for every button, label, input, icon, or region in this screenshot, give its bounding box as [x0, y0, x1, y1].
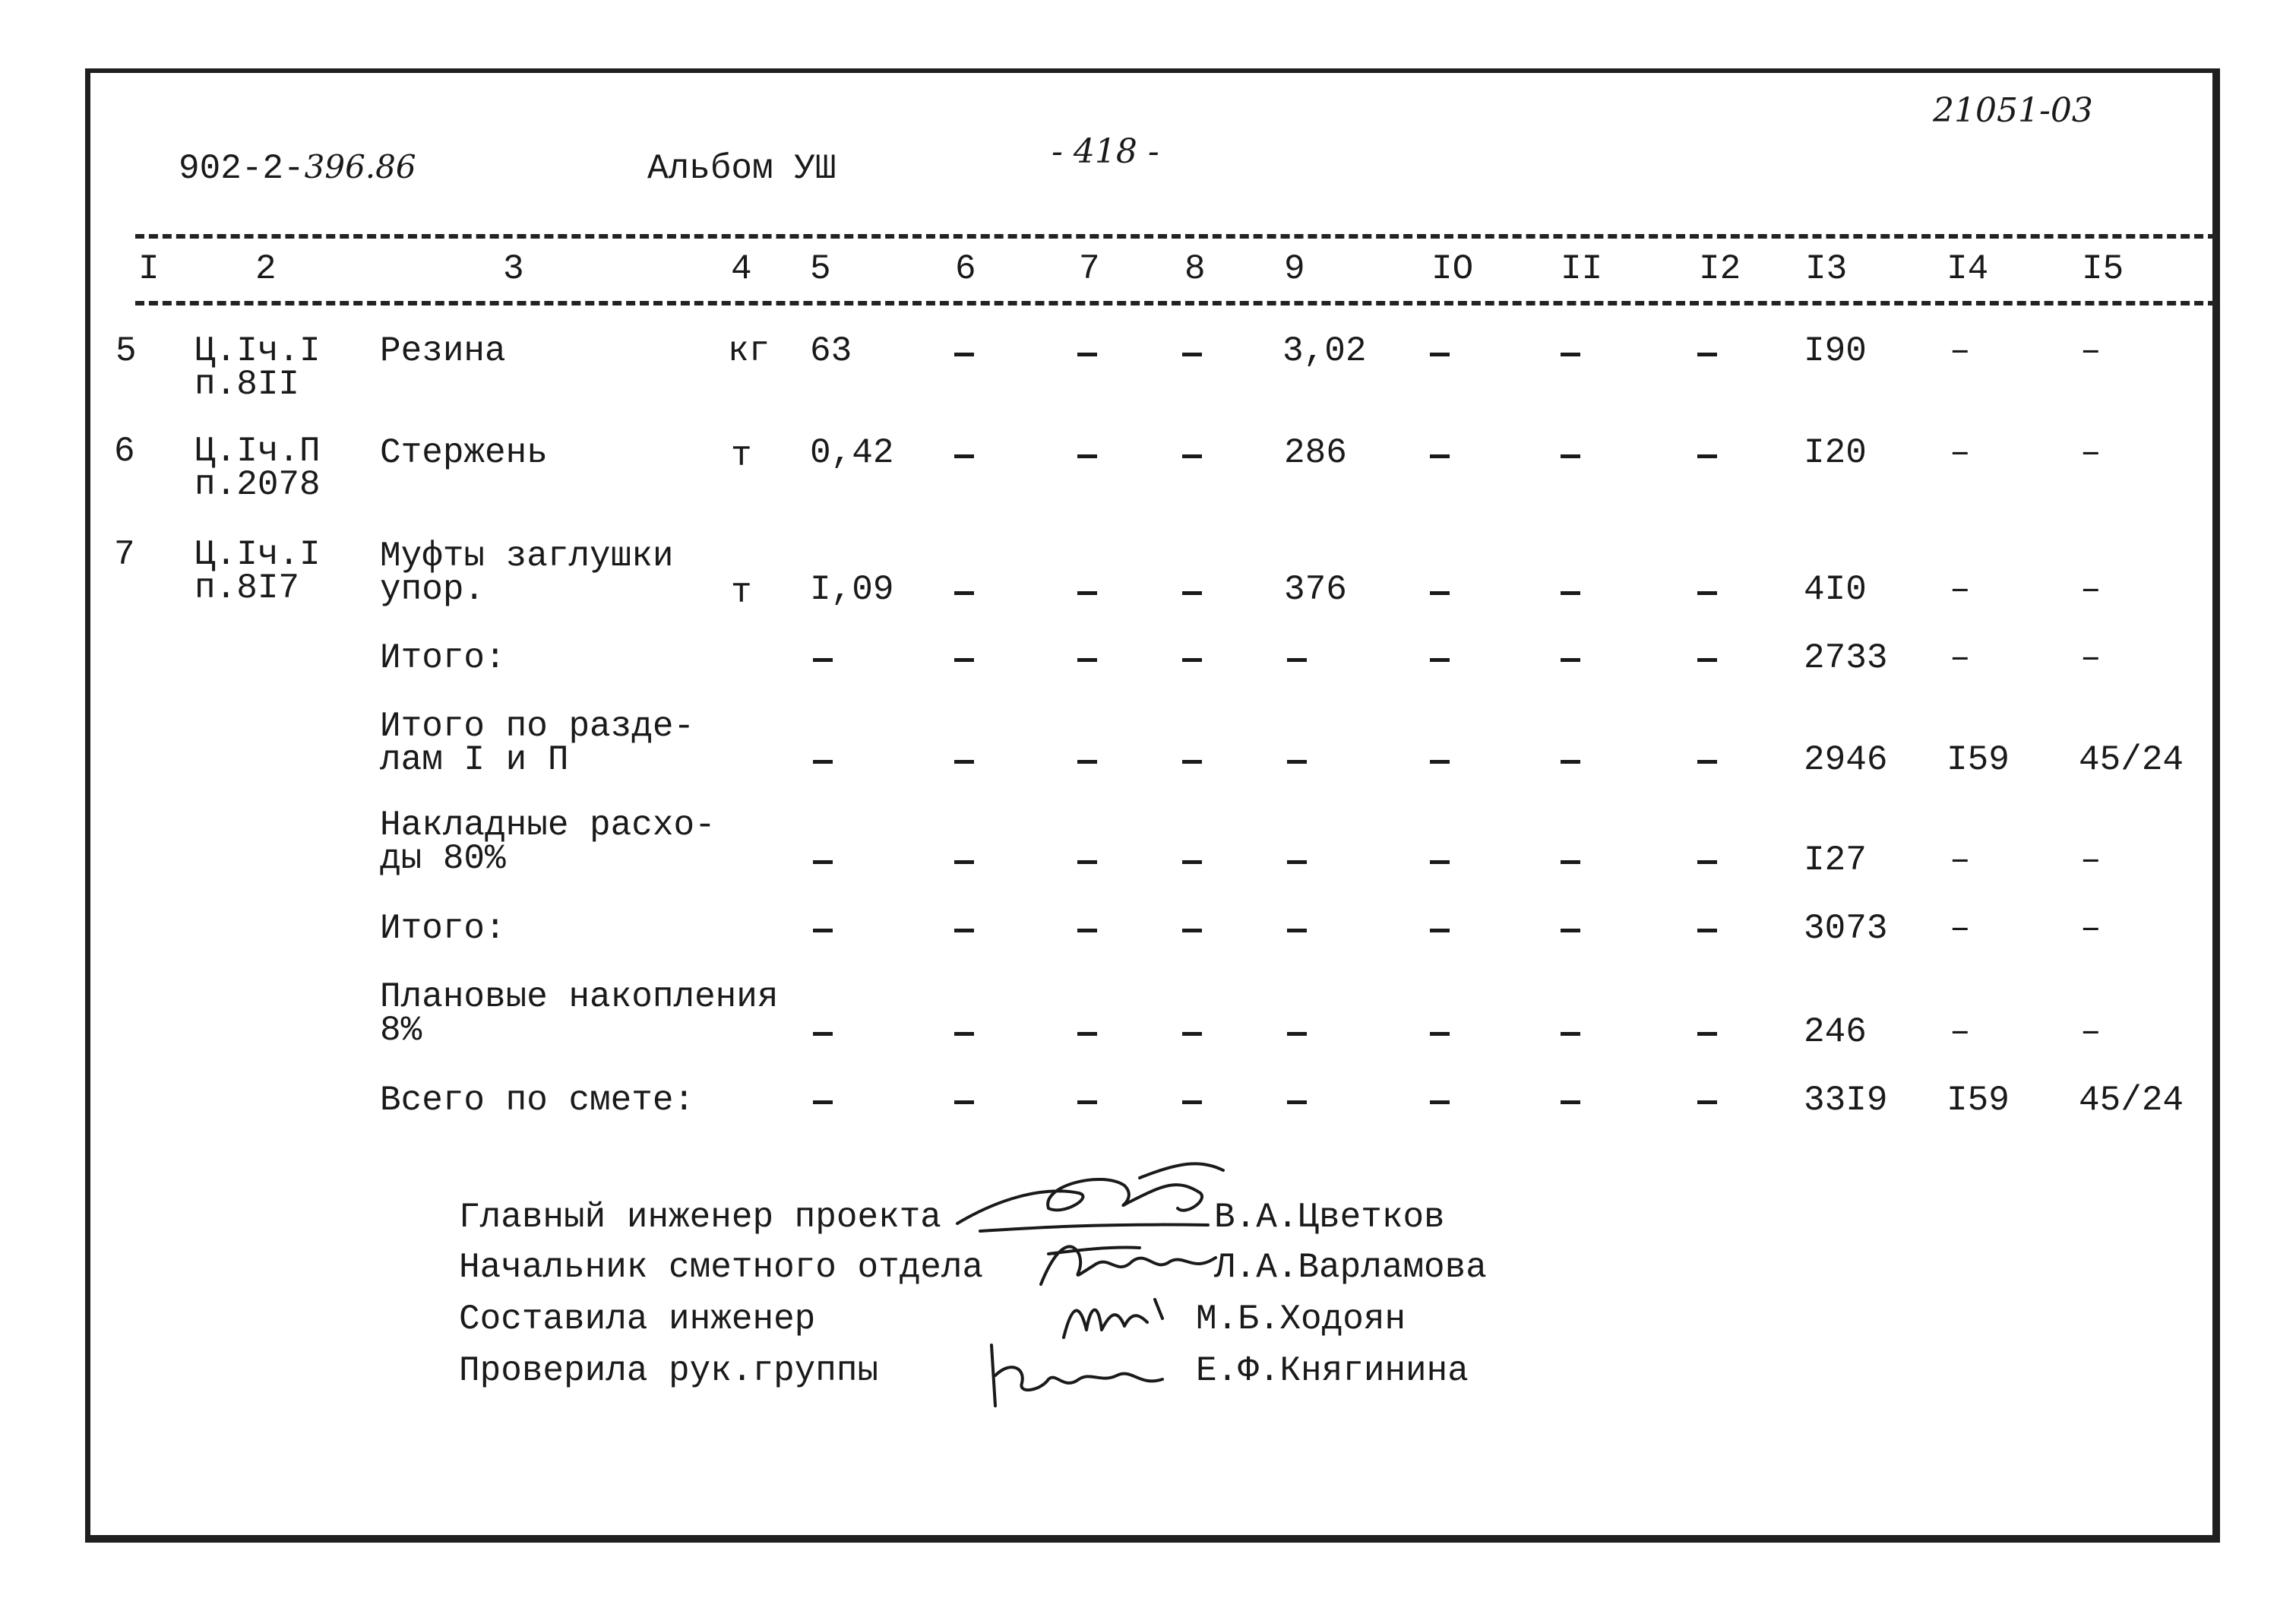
row-col13: I90	[1804, 331, 1867, 371]
grand-total-label: Всего по смете:	[380, 1081, 695, 1120]
row-number: 7	[114, 535, 135, 575]
total-label: Итого:	[380, 638, 506, 678]
total-label: Накладные расхо-	[380, 806, 716, 845]
grand-total-col13: 33I9	[1804, 1081, 1888, 1120]
row-unit: т	[731, 573, 752, 612]
row-ref: Ц.Iч.П	[194, 432, 321, 471]
row-quantity: 63	[810, 331, 852, 371]
signature-name: Е.Ф.Княгинина	[1196, 1351, 1469, 1391]
signature-role: Проверила рук.группы	[459, 1351, 879, 1391]
archive-number: 21051-03	[1933, 91, 2093, 130]
row-col9: 286	[1284, 433, 1347, 473]
row-number: 5	[115, 331, 137, 371]
total-col15: –	[2080, 638, 2102, 678]
page-number: - 418 -	[1052, 132, 1159, 171]
total-col14: I59	[1947, 740, 2010, 780]
grand-total-col15: 45/24	[2079, 1081, 2184, 1120]
total-label: Итого по разде-	[380, 707, 695, 746]
signature-name: М.Б.Ходоян	[1196, 1299, 1406, 1339]
row-unit: т	[731, 436, 752, 476]
total-col14: –	[1950, 840, 1971, 880]
row-unit: кг	[728, 331, 770, 371]
header-rule-bottom	[135, 301, 2217, 305]
row-col13: I20	[1804, 433, 1867, 473]
total-col14: –	[1950, 638, 1971, 678]
row-quantity: 0,42	[810, 433, 894, 473]
signature-scribble-4	[980, 1337, 1178, 1413]
row-col14: –	[1950, 331, 1971, 371]
row-name: Стержень	[380, 433, 548, 473]
row-ref: п.8I7	[194, 568, 300, 608]
row-col13: 4I0	[1804, 570, 1867, 609]
row-ref: Ц.Iч.I	[194, 535, 321, 575]
row-col9: 3,02	[1282, 331, 1367, 371]
signature-role: Составила инженер	[459, 1299, 816, 1339]
total-label: Плановые накопления	[380, 977, 779, 1017]
signature-role: Главный инженер проекта	[459, 1198, 941, 1237]
total-col13: 246	[1804, 1012, 1867, 1052]
total-col15: 45/24	[2079, 740, 2184, 780]
row-col15: –	[2080, 570, 2102, 609]
signature-name: Л.А.Варламова	[1214, 1248, 1487, 1287]
row-ref: Ц.Iч.I	[194, 331, 321, 371]
total-label: Итого:	[380, 909, 506, 948]
col-header-14: I4	[1947, 249, 1989, 289]
row-col15: –	[2080, 331, 2102, 371]
total-col13: I27	[1804, 840, 1867, 880]
total-col15: –	[2080, 840, 2102, 880]
row-quantity: I,09	[810, 570, 894, 609]
row-ref: п.2078	[194, 465, 321, 505]
col-header-12: I2	[1699, 249, 1741, 289]
row-col9: 376	[1284, 570, 1347, 609]
total-label: ды 80%	[380, 839, 506, 878]
col-header-11: II	[1561, 249, 1603, 289]
grand-total-col14: I59	[1947, 1081, 2010, 1120]
signature-name: В.А.Цветков	[1214, 1198, 1445, 1237]
total-col15: –	[2080, 1012, 2102, 1052]
total-col15: –	[2080, 909, 2102, 948]
col-header-2: 2	[255, 249, 277, 289]
row-col14: –	[1950, 570, 1971, 609]
col-header-6: 6	[955, 249, 976, 289]
row-name: упор.	[380, 570, 485, 609]
row-ref: п.8II	[194, 365, 300, 404]
total-col13: 3073	[1804, 909, 1888, 948]
col-header-8: 8	[1184, 249, 1206, 289]
total-col14: –	[1950, 909, 1971, 948]
col-header-15: I5	[2082, 249, 2124, 289]
row-name: Резина	[380, 331, 506, 371]
row-col15: –	[2080, 433, 2102, 473]
col-header-9: 9	[1284, 249, 1305, 289]
col-header-3: 3	[503, 249, 524, 289]
header-rule-top	[135, 234, 2217, 239]
col-header-7: 7	[1079, 249, 1100, 289]
col-header-5: 5	[810, 249, 831, 289]
signature-role: Начальник сметного отдела	[459, 1248, 984, 1287]
row-name: Муфты заглушки	[380, 537, 674, 576]
total-col13: 2733	[1804, 638, 1888, 678]
row-col14: –	[1950, 433, 1971, 473]
col-header-4: 4	[731, 249, 752, 289]
total-label: 8%	[380, 1011, 422, 1050]
row-number: 6	[114, 432, 135, 471]
col-header-1: I	[138, 249, 160, 289]
total-col14: –	[1950, 1012, 1971, 1052]
col-header-13: I3	[1805, 249, 1848, 289]
col-header-10: IO	[1431, 249, 1474, 289]
total-label: лам I и П	[380, 740, 569, 780]
album-label: Альбом УШ	[647, 149, 836, 188]
total-col13: 2946	[1804, 740, 1888, 780]
doc-code: 902-2-396.86	[179, 148, 416, 188]
